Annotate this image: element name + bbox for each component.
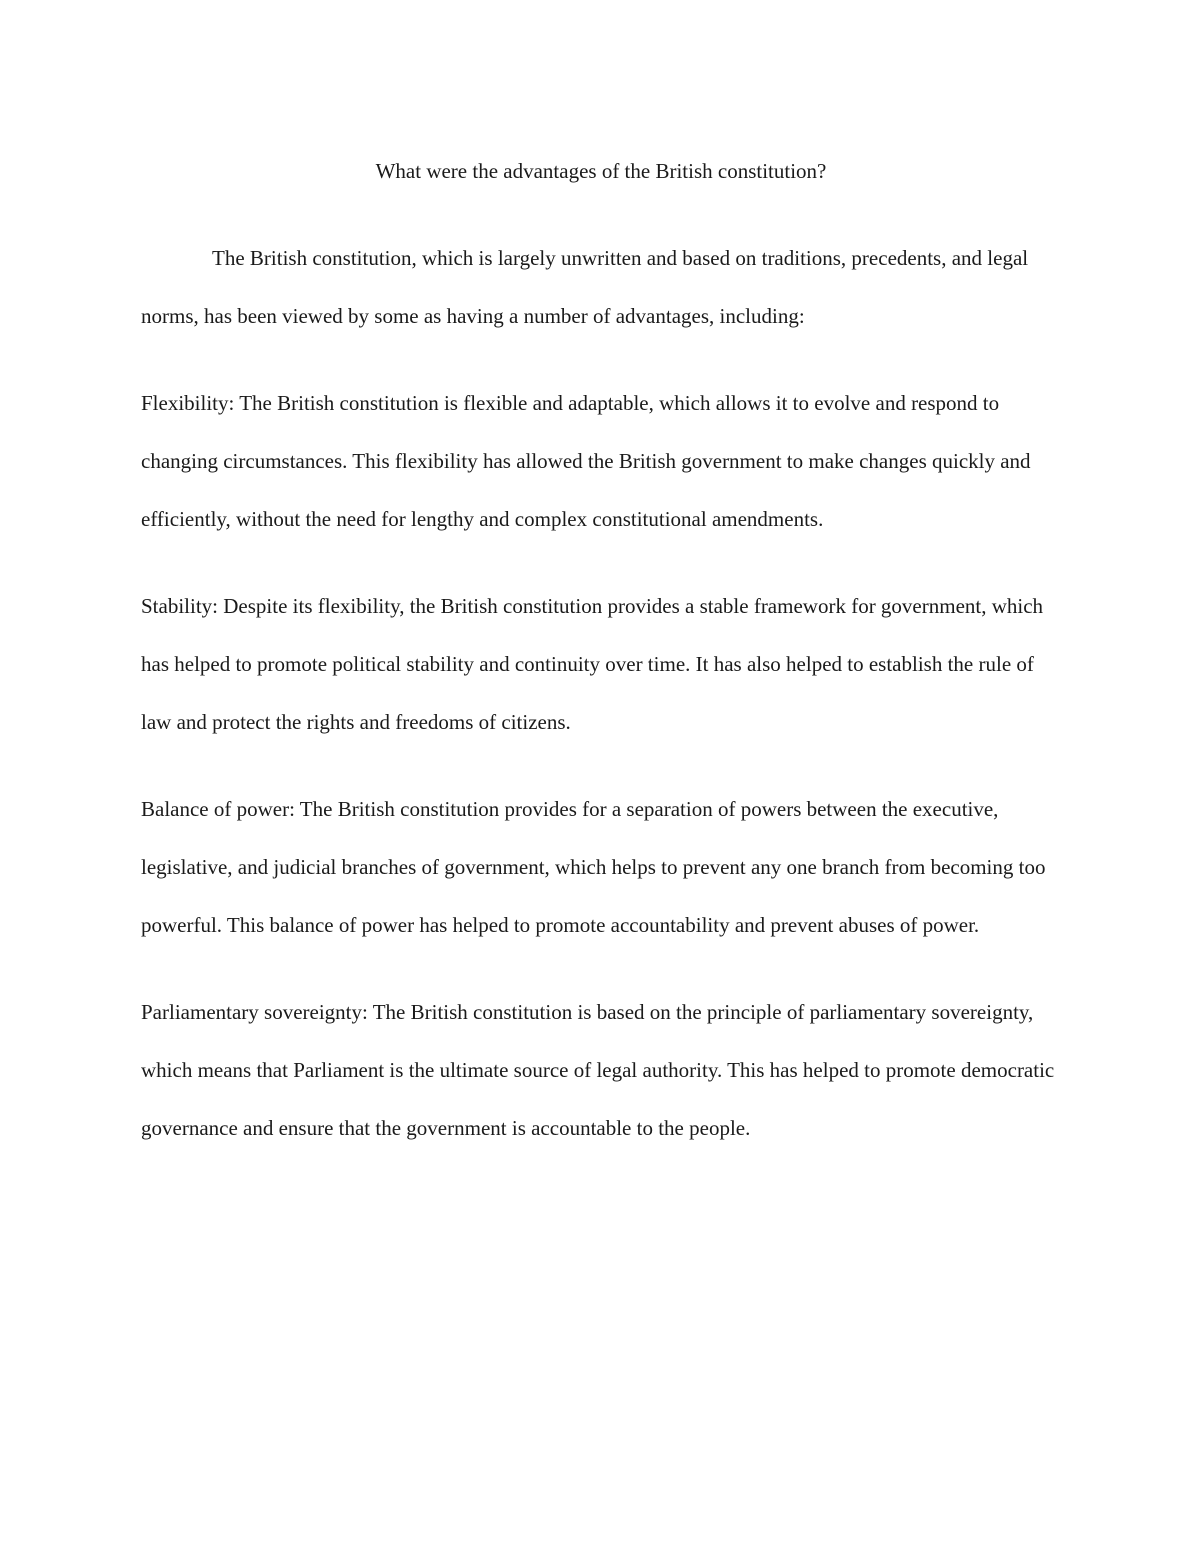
paragraph-flexibility: Flexibility: The British constitution is flexible and adaptable, which allows it to evolve and respond to changing circumstances. This flexibility has allowed the British government to make changes quickly and efficiently, without the need for lengthy and complex constitutional amendments. [141,391,1031,531]
document-title: What were the advantages of the British constitution? [375,159,827,183]
paragraph-balance-of-power: Balance of power: The British constitution provides for a separation of powers between the executive, legislative, and judicial branches of government, which helps to prevent any one branch from becoming too powerful. This balance of power has helped to promote accountability and prevent abuses of power. [141,797,1046,937]
paragraph-parliamentary-sovereignty: Parliamentary sovereignty: The British constitution is based on the principle of parliamentary sovereignty, which means that Parliament is the ultimate source of legal authority. This has helped to promote democratic governance and ensure that the government is accountable to the people. [141,1000,1055,1140]
document-body [141,142,1061,1157]
paragraph-stability: Stability: Despite its flexibility, the British constitution provides a stable framework for government, which has helped to promote political stability and continuity over time. It has also helped to establish the rule of law and protect the rights and freedoms of citizens. [141,594,1044,734]
intro-paragraph: The British constitution, which is largely unwritten and based on traditions, precedents, and legal norms, has been viewed by some as having a number of advantages, including: [141,246,1029,328]
